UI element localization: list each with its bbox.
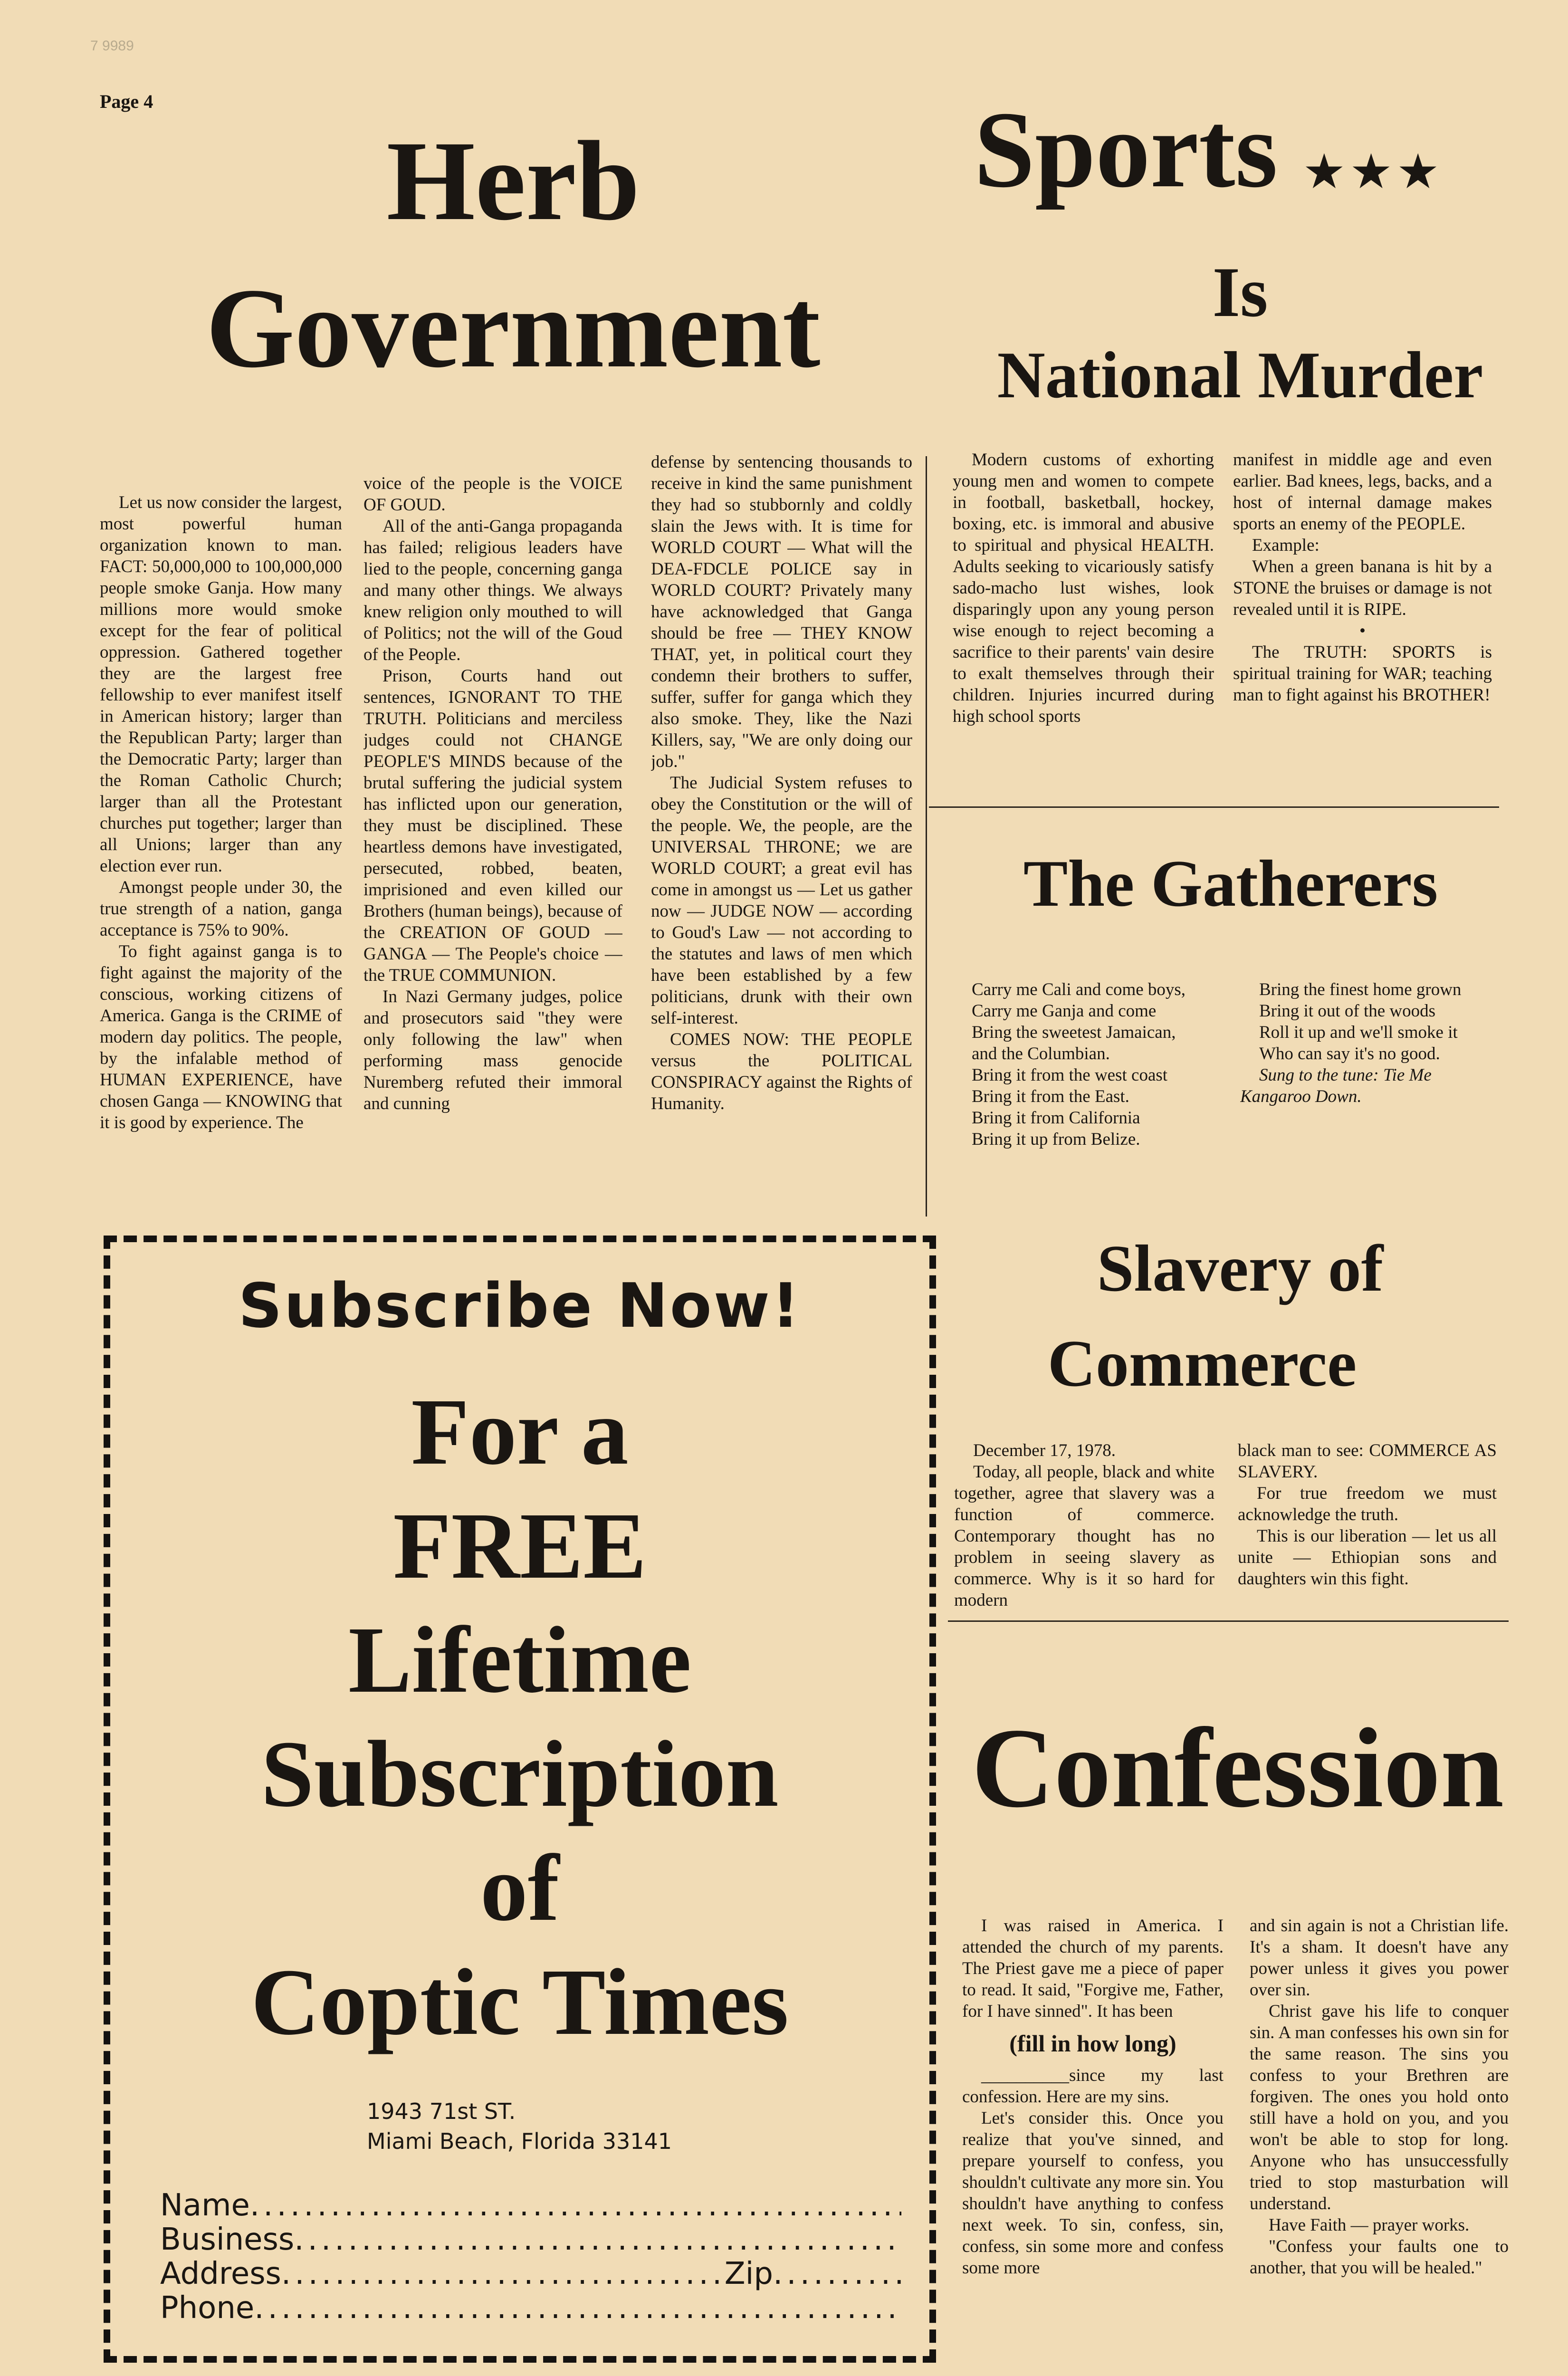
confession-column-1 [962,1915,1224,2352]
sports-bullet: • [1359,621,1366,641]
poem-line: Bring it from California [972,1108,1140,1128]
poem-line: Bring the sweetest Jamaican, [972,1023,1176,1042]
address-label: Address [160,2256,281,2290]
poem-line: Carry me Cali and come boys, [972,980,1186,999]
poem-line: Bring it from the west coast [972,1065,1168,1085]
sports-paragraph: When a green banana is hit by a STONE the bruises or damage is not revealed until it is RIPE. [1233,557,1492,619]
sports-paragraph: Example: [1252,536,1319,555]
herb-paragraph: voice of the people is the VOICE OF GOUD. [363,474,622,515]
coupon-form [160,2188,901,2325]
sports-paragraph: manifest in middle age and even earlier. Bad knees, legs, backs, and a host of internal damage makes sports an enemy of the PEOPLE. [1233,450,1492,534]
sports-column-2 [1233,449,1492,796]
herb-paragraph: defense by sentencing thousands to receive in kind the same punishment they had so stubbornly and coldly slain the Jews with. It is time for WORLD COURT — What will the DEA-FDCLE POLICE say in WORLD COURT? Privately many have acknowledged that Ganga should be free — THEY KNOW THAT, yet, in political court they condemn their brothers to suffer, suffer, suffer for ganga which they also smoke. They, like the Nazi Killers, say, "We are only doing our job." [651,452,912,771]
slavery-title-line2: Commerce [1047,1327,1357,1400]
herb-paragraph: In Nazi Germany judges, police and prosecutors said "they were only following the law" when performing mass genocide Nuremberg refuted their immoral and cunning [363,987,622,1113]
sports-paragraph: The TRUTH: SPORTS is spiritual training for WAR; teaching man to fight against his BROTHER! [1233,642,1492,705]
herb-paragraph: Let us now consider the largest, most powerful human organization known to man. FACT: 50,000,000 to 100,000,000 people smoke Ganja. How many millions more would smoke except for the fear of political oppression. Gathered together they are the largest free fellowship to ever manifest itself in American history; larger than the Republican Party; larger than the Democratic Party; larger than the Roman Catholic Church; larger than all the Protestant churches put together; larger than all Unions; larger than any election ever run. [100,493,342,876]
herb-column-1 [100,492,342,1224]
herb-paragraph: COMES NOW: THE PEOPLE versus the POLITICAL CONSPIRACY against the Rights of Humanity. [651,1030,912,1113]
gatherers-column-2 [1240,979,1497,1136]
herb-paragraph: To fight against ganga is to fight against the majority of the conscious, working citizens of America. Ganga is the CRIME of modern day politics. The people, by the infalable method of HUMAN EXPERIENCE, have chosen Ganga — KNOWING that it is good by experience. The [100,942,342,1132]
confession-paragraph: I was raised in America. I attended the church of my parents. The Priest gave me a piece of paper to read. It said, "Forgive me, Father, for I have sinned". It has been [962,1916,1224,2021]
phone-label: Phone [160,2290,255,2325]
name-field[interactable] [160,2188,901,2222]
section-divider [929,806,1499,808]
name-label: Name [160,2188,250,2222]
poem-line: and the Columbian. [972,1044,1110,1063]
mailing-address-city: Miami Beach, Florida 33141 [367,2128,672,2154]
offer-line-1: For a [411,1380,629,1485]
slavery-paragraph: black man to see: COMMERCE AS SLAVERY. [1238,1441,1497,1482]
slavery-column-1 [954,1440,1214,1616]
subscribe-heading: Subscribe Now! [238,1271,802,1341]
phone-blank[interactable] [254,2290,901,2325]
slavery-paragraph: Today, all people, black and white together, agree that slavery was a function of commerce. Contemporary thought has no problem in seeing slavery as commerce. Why is it so hard for modern [954,1462,1214,1610]
gatherers-title: The Gatherers [1023,847,1438,920]
poem-line: Bring the finest home grown [1259,980,1462,999]
phone-field[interactable] [160,2290,901,2325]
sports-title-line1 [950,89,1497,210]
poem-line: Bring it from the East. [972,1087,1129,1106]
poem-line: Roll it up and we'll smoke it [1259,1023,1458,1042]
poem-line: Who can say it's no good. [1259,1044,1440,1063]
poem-line: Bring it out of the woods [1259,1001,1436,1021]
address-field[interactable] [160,2256,901,2290]
address-blank[interactable] [281,2256,725,2290]
business-label: Business [160,2222,295,2256]
confession-paragraph: Christ gave his life to conquer sin. A man confesses his own sin for the same reason. The sins you confess to your Brethren are forgiven. The ones you hold onto still have a hold on you, and you won't be able to stop for long. Anyone who has unsuccessfully tried to stop masturbation will understand. [1250,2002,1509,2213]
herb-column-3 [651,451,912,1224]
offer-line-6: Coptic Times [251,1950,789,2055]
confession-paragraph: and sin again is not a Christian life. It's a sham. It doesn't have any power unless it gives you power over sin. [1250,1916,1509,2000]
slavery-paragraph: December 17, 1978. [973,1441,1116,1460]
herb-paragraph: Prison, Courts hand out sentences, IGNORANT TO THE TRUTH. Politicians and merciless judges could not CHANGE PEOPLE'S MINDS because of the brutal suffering the judicial system has inflicted upon our generation, they must be disciplined. These heartless demons have investigated, persecuted, robbed, beaten, imprisioned and even killed our Brothers (human beings), because of the CREATION OF GOUD — GANGA — The People's choice — the TRUE COMMUNION. [363,666,622,985]
poem-line: Carry me Ganja and come [972,1001,1157,1021]
sports-title-line3: National Murder [997,338,1483,412]
herb-title-line2: Government [206,265,821,391]
slavery-column-2 [1238,1440,1497,1616]
sports-title-line2: Is [1212,253,1268,332]
offer-line-2: FREE [393,1494,647,1599]
confession-column-2 [1250,1915,1509,2352]
sports-title-word: Sports [974,89,1278,210]
confession-paragraph: "Confess your faults one to another, that you will be healed." [1250,2237,1509,2278]
subscription-coupon [104,1236,936,2363]
herb-title-line1: Herb [386,117,640,244]
business-blank[interactable] [294,2222,901,2256]
mailing-address-street: 1943 71st ST. [367,2098,516,2124]
slavery-paragraph: This is our liberation — let us all unite — Ethiopian sons and daughters win this fight. [1238,1526,1497,1589]
zip-blank[interactable] [773,2256,901,2290]
stars-icon: ★★★ [1305,149,1446,196]
confession-paragraph: Have Faith — prayer works. [1269,2215,1470,2235]
sports-column-1 [953,449,1214,796]
poem-tune-note: Sung to the tune: Tie Me Kangaroo Down. [1240,1065,1432,1106]
name-blank[interactable] [250,2188,901,2222]
poem-line: Bring it up from Belize. [972,1130,1140,1149]
sports-paragraph: Modern customs of exhorting young men and women to compete in football, basketball, hockey, boxing, etc. is immoral and abusive to spiritual and physical HEALTH. Adults seeking to vicariously satisfy sado-macho lust wishes, look disparingly upon any young person wise enough to reject becoming a sacrifice to their parents' vain desire to exalt themselves through their children. Injuries incurred during high school sports [953,450,1214,726]
page-number: Page 4 [100,91,153,112]
business-field[interactable] [160,2222,901,2256]
herb-column-2 [363,473,622,1224]
confession-fill-in: (fill in how long) [1009,2030,1176,2057]
herb-paragraph: The Judicial System refuses to obey the Constitution or the will of the people. We, the people, are the UNIVERSAL THRONE; we are WORLD COURT; a great evil has come in amongst us — Let us gather now — JUDGE NOW — according to Goud's Law — not according to the statutes and laws of men which have been established by a few politicians, drunk with their own self-interest. [651,773,912,1028]
offer-line-5: of [480,1836,560,1941]
confession-paragraph: __________since my last confession. Here are my sins. [962,2066,1224,2107]
confession-title: Confession [971,1705,1504,1831]
confession-paragraph: Let's consider this. Once you realize that you've sinned, and prepare yourself to confess, you shouldn't cultivate any more sin. You shouldn't have anything to confess next week. To sin, confess, sin, confess, sin some more and confess some more [962,2108,1224,2278]
slavery-title-line1: Slavery of [1097,1232,1384,1305]
column-divider [926,456,927,1217]
section-divider [948,1620,1509,1622]
slavery-paragraph: For true freedom we must acknowledge the truth. [1238,1484,1497,1524]
pencil-note: 7 9989 [90,38,134,54]
herb-paragraph: All of the anti-Ganga propaganda has failed; religious leaders have lied to the people, concerning ganga and many other things. We always knew religion only mouthed to will of Politics; not the will of the Goud of the People. [363,517,622,664]
gatherers-column-1 [953,979,1219,1202]
herb-paragraph: Amongst people under 30, the true strength of a nation, ganga acceptance is 75% to 90%. [100,878,342,940]
zip-label: Zip [724,2256,773,2290]
offer-line-4: Subscription [261,1722,779,1827]
offer-line-3: Lifetime [348,1608,691,1713]
